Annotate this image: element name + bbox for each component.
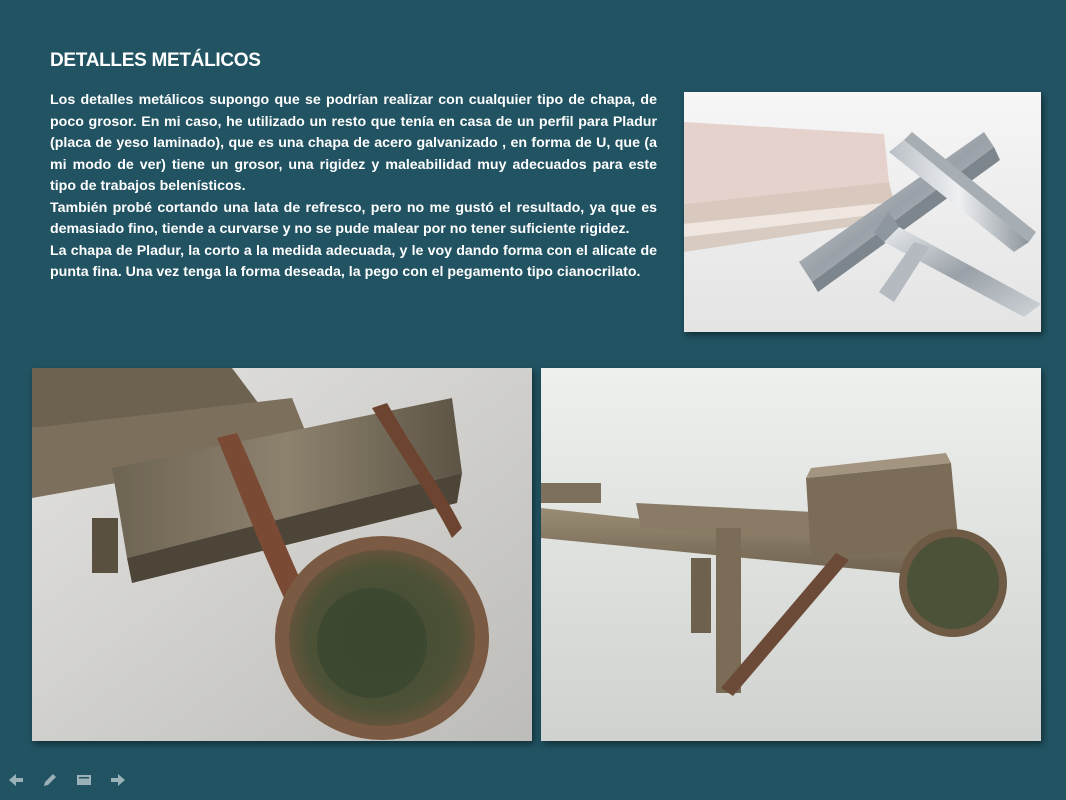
slides-menu-icon[interactable] xyxy=(74,770,94,790)
pen-icon[interactable] xyxy=(40,770,60,790)
body-text xyxy=(50,90,657,284)
paragraph-2: También probé cortando una lata de refresco, pero no me gustó el resultado, ya que es demasiado fino, tiende a curvarse y no se pude malear por no tener suficiente rigidez. xyxy=(50,199,657,237)
photo-pladur-profiles xyxy=(684,92,1041,332)
arrow-right-icon[interactable] xyxy=(108,770,128,790)
paragraph-1: Los detalles metálicos supongo que se podrían realizar con cualquier tipo de chapa, de poco grosor. En mi caso, he utilizado un resto que tenía en casa de un perfil para Pladur (placa de yeso laminado), que es una chapa de acero galvanizado , en forma de U, que (a mi modo de ver) tiene un grosor, una rigidez y maleabilidad muy adecuados para este tipo de trabajos belenísticos. xyxy=(50,92,657,194)
photo-wheelbarrow-front xyxy=(32,368,532,741)
arrow-left-icon[interactable] xyxy=(6,770,26,790)
photo-wheelbarrow-side xyxy=(541,368,1041,741)
slideshow-nav xyxy=(6,770,128,790)
paragraph-3: La chapa de Pladur, la corto a la medida adecuada, y le voy dando forma con el alicate de punta fina. Una vez tenga la forma deseada, la pego con el pegamento tipo cianocrilato. xyxy=(50,242,657,280)
slide-title: DETALLES METÁLICOS xyxy=(50,50,261,71)
